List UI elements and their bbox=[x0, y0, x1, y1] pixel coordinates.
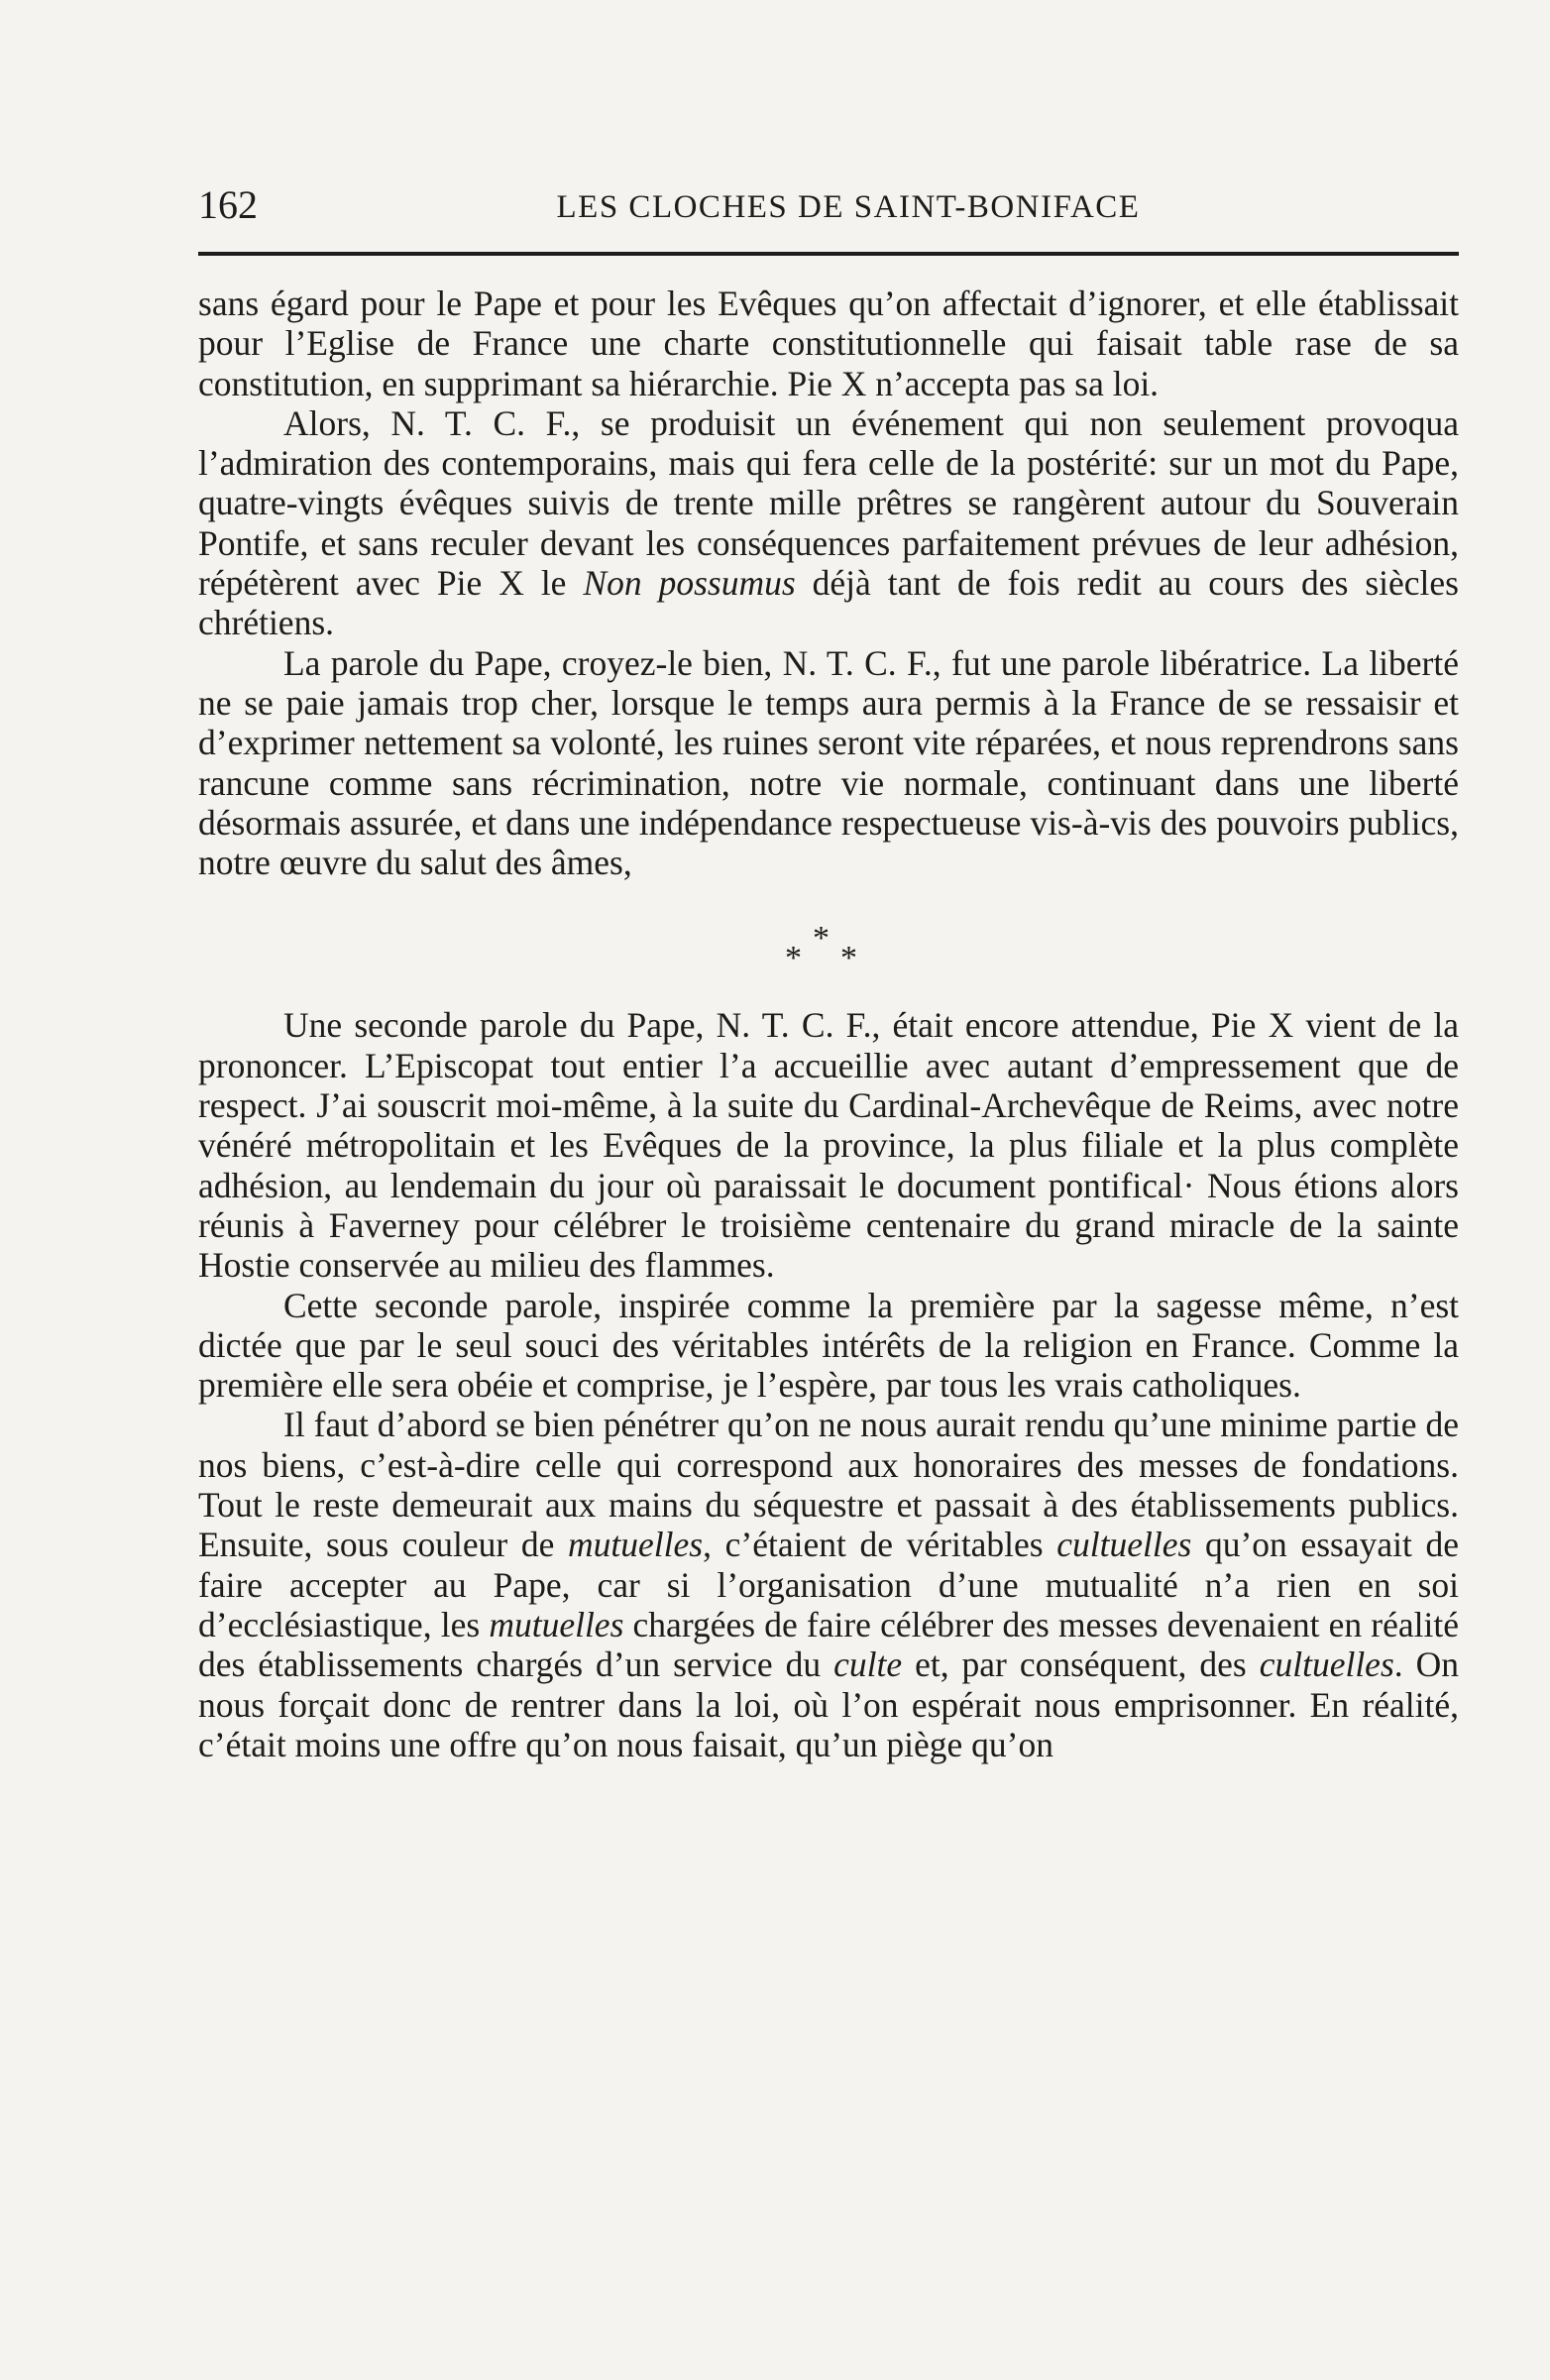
paragraph-text: déjà tant de fois redit au cours des siècles chrétiens. bbox=[198, 563, 1459, 643]
page-number: 162 bbox=[198, 182, 258, 227]
paragraph-text: Alors, N. T. C. F., se produisit un événement qui non seulement provoqua l’admiration des contemporains, mais qui fera celle de la postérité: sur un mot du Pape, quatre-vingts évêques suivis de trente mille prêtres se rangèrent autour du Souverain Pontife, et sans reculer devant les conséquences parfaitement prévues de leur adhésion, répétèrent avec Pie X le bbox=[198, 402, 1459, 604]
italic-word: cultuelles bbox=[1056, 1525, 1192, 1565]
paragraph-text: et, par conséquent, des bbox=[902, 1644, 1260, 1685]
asterisk: * bbox=[785, 940, 802, 977]
body-text bbox=[198, 283, 1459, 1764]
italic-word: cultuelles bbox=[1259, 1644, 1394, 1685]
italic-word: mutuelles bbox=[568, 1525, 704, 1565]
italic-phrase: Non possumus bbox=[583, 563, 796, 604]
paragraph: Une seconde parole du Pape, N. T. C. F., était encore attendue, Pie X vient de la prononcer. L’Episcopat tout entier l’a accueillie avec autant d’empressement que de respect. J’ai souscrit moi-même, à la suite du Cardinal-Archevêque de Reims, avec notre vénéré métropolitain et les Evêques de la province, la plus filiale et la plus complète adhésion, au lendemain du jour où paraissait le document pontifical· Nous étions alors réunis à Faverney pour célébrer le troisième centenaire du grand miracle de la sainte Hostie conservée au milieu des flammes. bbox=[198, 1005, 1459, 1286]
italic-word: culte bbox=[833, 1644, 903, 1685]
paragraph-text: chargées de faire célébrer des messes devenaient en réalité des établissements chargés d’un service du bbox=[198, 1604, 1459, 1685]
paragraph: Cette seconde parole, inspirée comme la première par la sagesse même, n’est dictée que par le seul souci des véritables intérêts de la religion en France. Comme la première elle sera obéie et comprise, je l’espère, par tous les vrais catholiques. bbox=[198, 1285, 1459, 1406]
running-head bbox=[198, 180, 1459, 230]
paragraph: La parole du Pape, croyez-le bien, N. T. C. F., fut une parole libératrice. La liberté ne se paie jamais trop cher, lorsque le temps aura permis à la France de se ressaisir et d’exprimer nettement sa volonté, les ruines seront vite réparées, et nous reprendrons sans rancune comme sans récrimination, notre vie normale, continuant dans une liberté désormais assurée, et dans une indépendance respectueuse vis-à-vis des pouvoirs publics, notre œuvre du salut des âmes, bbox=[198, 642, 1459, 883]
running-title: LES CLOCHES DE SAINT-BONIFACE bbox=[556, 189, 1141, 225]
section-break-asterism bbox=[198, 882, 1459, 985]
paragraph: sans égard pour le Pape et pour les Evêques qu’on affectait d’ignorer, et elle établissait pour l’Eglise de France une charte constitutionnelle qui faisait table rase de sa constitution, en supprimant sa hiérarchie. Pie X n’accepta pas sa loi. bbox=[198, 283, 1459, 403]
paragraph-text: Il faut d’abord se bien pénétrer qu’on ne nous aurait rendu qu’une minime partie de nos biens, c’est-à-dire celle qui correspond aux honoraires des messes de fondations. Tout le reste demeurait aux mains du séquestre et passait à des établissements publics. Ensuite, sous couleur de bbox=[198, 1405, 1459, 1565]
header-rule bbox=[198, 252, 1459, 256]
paragraph bbox=[198, 1405, 1459, 1764]
paragraph-text: , c’étaient de véritables bbox=[703, 1525, 1057, 1565]
italic-word: mutuelles bbox=[489, 1604, 624, 1644]
paragraph-text: qu’on essayait de faire accepter au Pape, car si l’organisation d’une mutualité n’a rien en soi d’ecclésiastique, les bbox=[198, 1525, 1459, 1644]
asterisk: * bbox=[813, 920, 830, 958]
paragraph bbox=[198, 403, 1459, 643]
paragraph-text: . On nous forçait donc de rentrer dans la loi, où l’on espérait nous emprisonner. En réalité, c’était moins une offre qu’on nous faisait, qu’un piège qu’on bbox=[198, 1644, 1460, 1764]
asterisk: * bbox=[840, 940, 857, 977]
